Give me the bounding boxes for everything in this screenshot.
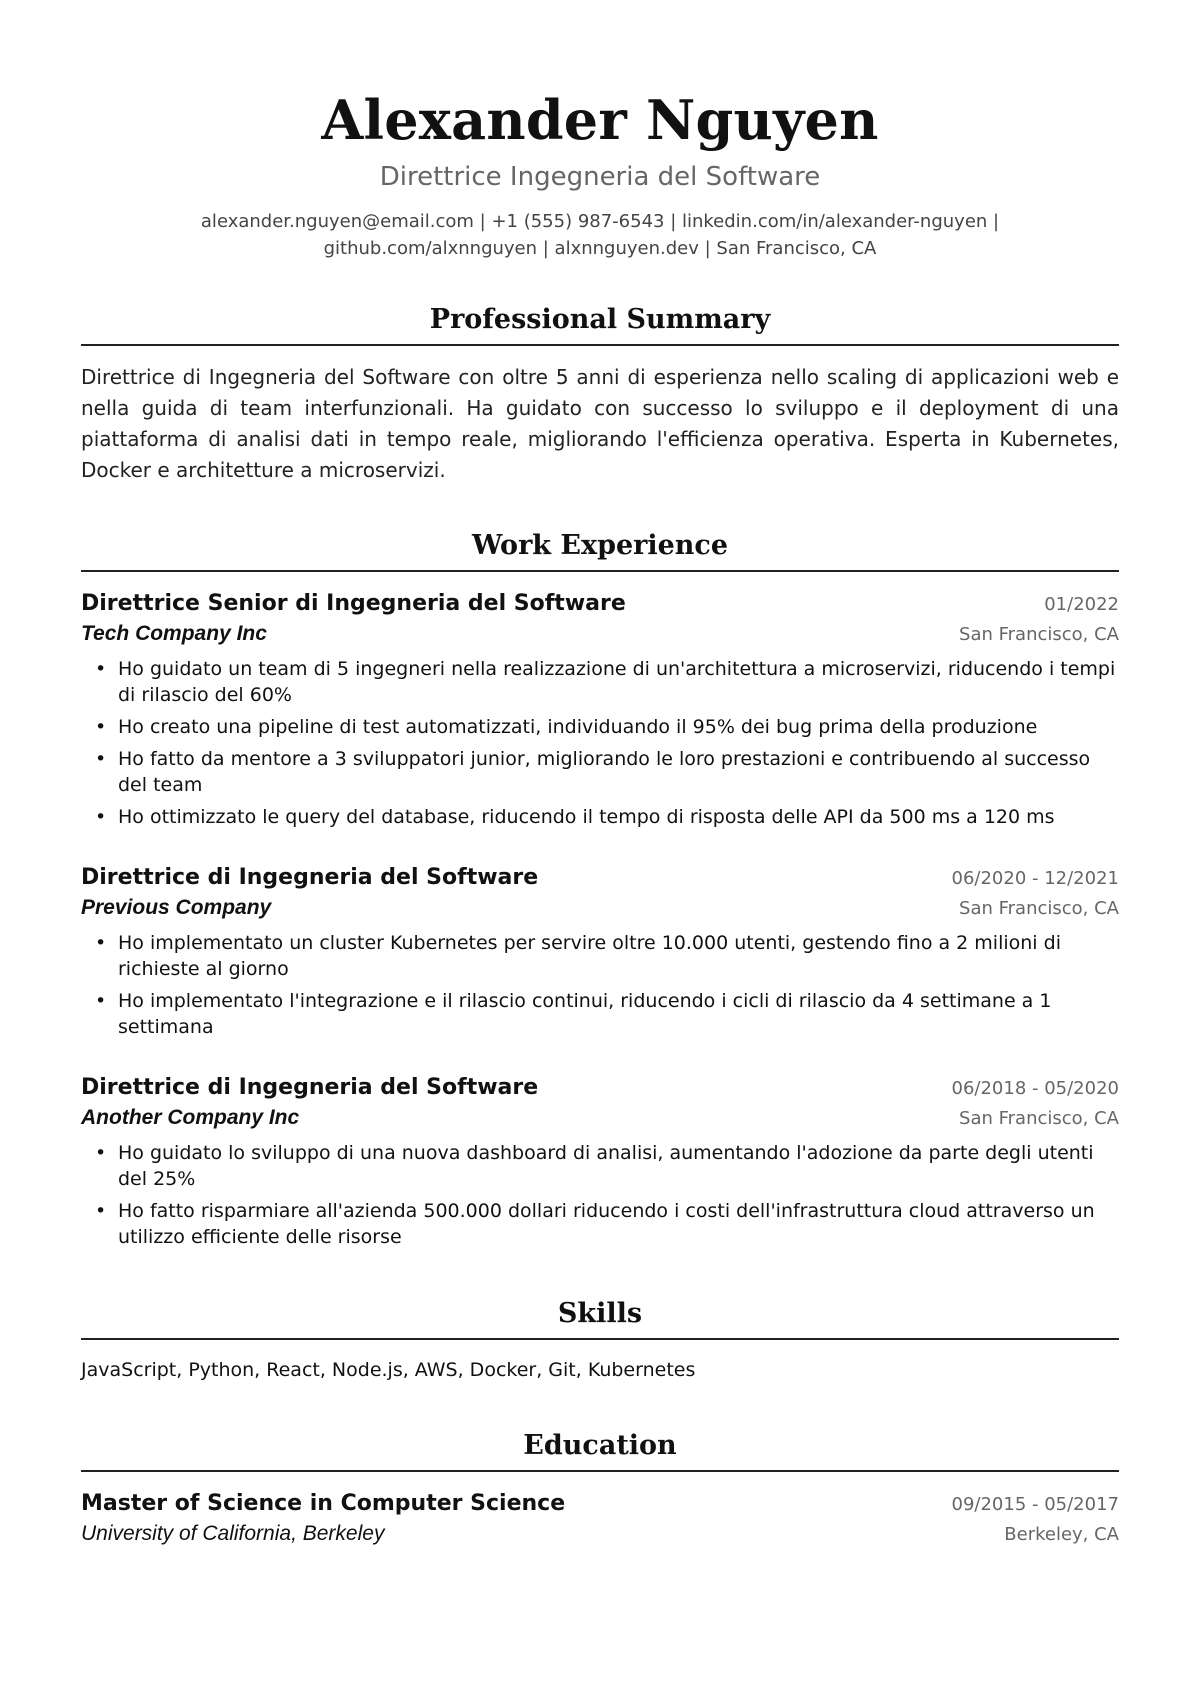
school-name: University of California, Berkeley [81,1522,385,1545]
job-entry [81,862,1119,1040]
school-location: Berkeley, CA [1004,1524,1119,1545]
company-name: Previous Company [81,896,272,919]
job-entry [81,588,1119,830]
section-heading-summary: Professional Summary [429,304,771,335]
education-header [81,1488,1119,1520]
section-divider [81,344,1119,346]
job-subheader [81,622,1119,646]
job-bullets [81,930,1119,1040]
contact-info [81,208,1119,262]
bullet-item: • Ho implementato un cluster Kubernetes per servire oltre 10.000 utenti, gestendo fino a 2 milioni di richieste al giorno [81,930,1119,982]
bullet-item: • Ho creato una pipeline di test automatizzati, individuando il 95% dei bug prima della produzione [81,714,1119,740]
contact-line: alexander.nguyen@email.com | +1 (555) 987-6543 | linkedin.com/in/alexander-nguyen | [200,211,1000,232]
bullet-item: • Ho guidato un team di 5 ingegneri nella realizzazione di un'architettura a microservizi, riducendo i tempi di rilascio del 60% [81,656,1119,708]
job-entry [81,1072,1119,1250]
resume-page [81,0,1119,1546]
job-header [81,588,1119,620]
bullet-item: • Ho implementato l'integrazione e il rilascio continui, riducendo i cicli di rilascio da 4 settimane a 1 settimana [81,988,1119,1040]
job-subheader [81,896,1119,920]
job-title: Direttrice Senior di Ingegneria del Software [81,591,626,616]
job-location: San Francisco, CA [959,624,1119,645]
section-divider [81,570,1119,572]
job-header [81,1072,1119,1104]
job-bullets [81,1140,1119,1250]
job-location: San Francisco, CA [959,1108,1119,1129]
skills-section [81,1296,1119,1384]
job-subheader [81,1106,1119,1130]
candidate-title: Direttrice Ingegneria del Software [379,162,821,192]
education-entry [81,1488,1119,1546]
bullet-item: • Ho guidato lo sviluppo di una nuova dashboard di analisi, aumentando l'adozione da parte degli utenti del 25% [81,1140,1119,1192]
education-subheader [81,1522,1119,1546]
section-divider [81,1470,1119,1472]
summary-text: Direttrice di Ingegneria del Software con oltre 5 anni di esperienza nello scaling di applicazioni web e nella guida di team interfunzionali. Ha guidato con successo lo sviluppo e il deployment di una piattaforma di analisi dati in tempo reale, migliorando l'efficienza operativa. Esperta in Kubernetes, Docker e architetture a microservizi. [81,365,1119,482]
company-name: Tech Company Inc [81,622,267,645]
section-heading-skills: Skills [557,1298,643,1329]
bullet-item: • Ho fatto risparmiare all'azienda 500.000 dollari riducendo i costi dell'infrastruttura cloud attraverso un utilizzo efficiente delle risorse [81,1198,1119,1250]
education-section [81,1428,1119,1546]
job-date: 01/2022 [1044,594,1119,615]
job-bullets [81,656,1119,830]
candidate-name: Alexander Nguyen [321,88,879,152]
job-title: Direttrice di Ingegneria del Software [81,865,539,890]
job-date: 06/2020 - 12/2021 [951,868,1119,889]
summary-section [81,302,1119,486]
job-header [81,862,1119,894]
job-title: Direttrice di Ingegneria del Software [81,1075,539,1100]
section-heading-education: Education [523,1430,677,1461]
job-date: 06/2018 - 05/2020 [951,1078,1119,1099]
section-heading-experience: Work Experience [471,530,729,561]
education-date: 09/2015 - 05/2017 [951,1494,1119,1515]
bullet-item: • Ho ottimizzato le query del database, riducendo il tempo di risposta delle API da 500 ms a 120 ms [81,804,1119,830]
company-name: Another Company Inc [81,1106,300,1129]
section-divider [81,1338,1119,1340]
bullet-item: • Ho fatto da mentore a 3 sviluppatori junior, migliorando le loro prestazioni e contribuendo al successo del team [81,746,1119,798]
skills-list: JavaScript, Python, React, Node.js, AWS, Docker, Git, Kubernetes [81,1359,696,1381]
experience-section [81,528,1119,1250]
job-location: San Francisco, CA [959,898,1119,919]
degree-title: Master of Science in Computer Science [81,1491,566,1516]
contact-line: github.com/alxnnguyen | alxnnguyen.dev | San Francisco, CA [323,238,877,259]
